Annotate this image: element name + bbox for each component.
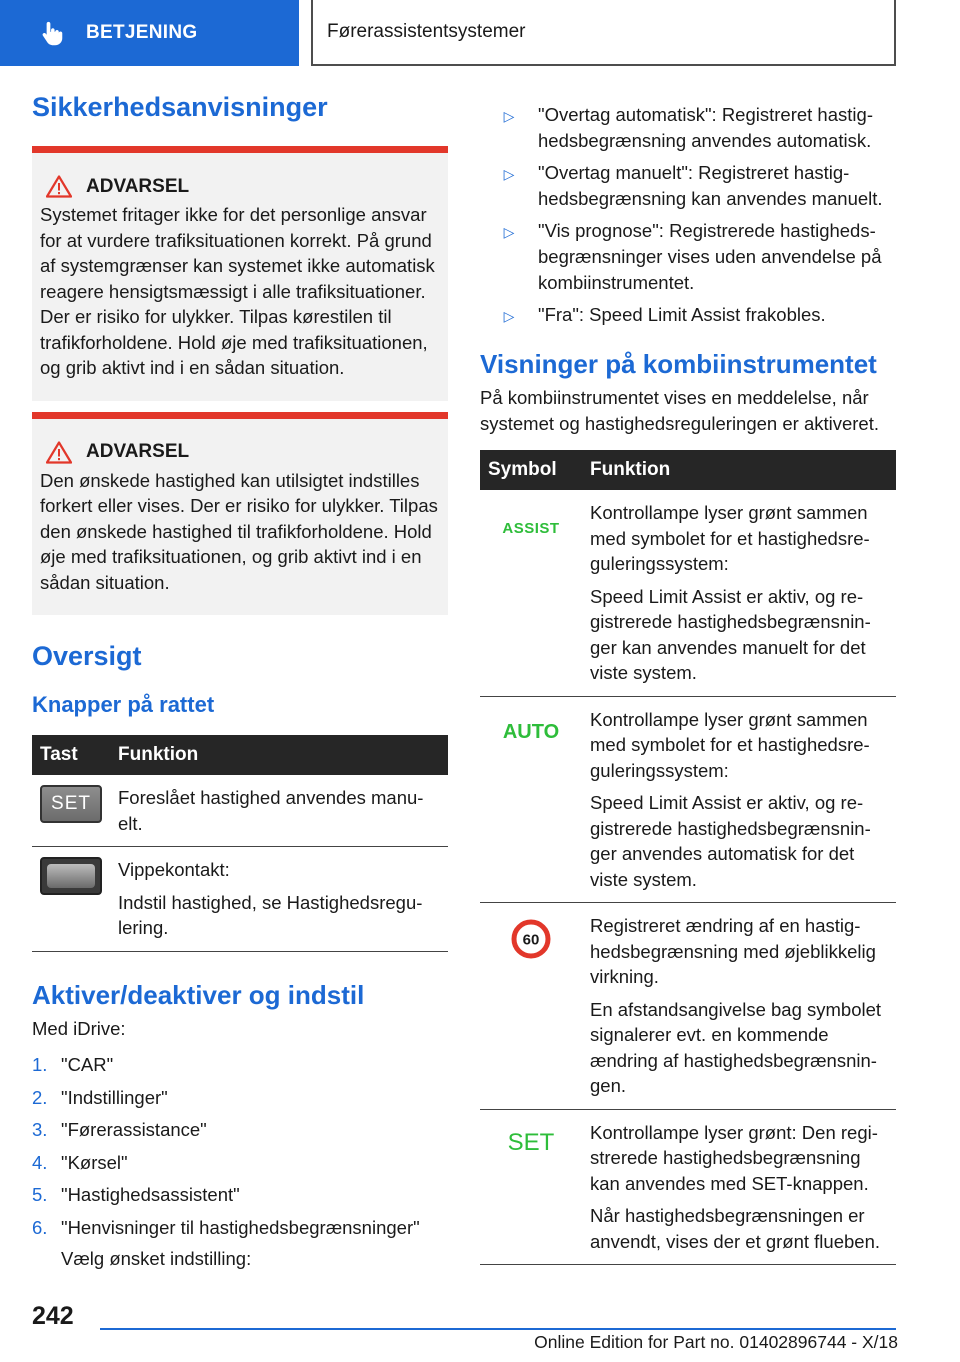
- table-header: Funktion: [582, 450, 896, 490]
- list-item: ▷ "Fra": Speed Limit Assist frakobles.: [480, 302, 896, 329]
- list-item: ▷ "Overtag automatisk": Registreret hastighedsbegrænsning anvendes automatisk.: [480, 102, 896, 154]
- footer-edition: Online Edition for Part no. 01402896744 - X/18: [534, 1332, 898, 1352]
- svg-text:60: 60: [522, 931, 540, 949]
- subsection-title-buttons: Knapper på rattet: [32, 692, 215, 717]
- warning-title: ADVARSEL: [40, 175, 440, 198]
- activate-intro: Med iDrive:: [32, 1017, 126, 1039]
- warning-text: Systemet fritager ikke for det personlige ansvar for at vurdere trafiksituationen korrekt. På grund af systemgrænser kan systemet ikke automatisk reagere hensigtsmæssigt i alle trafiksituationer. Der er risiko for ulykker. Tilpas kørestilen til trafikforholdene. Hold øje med trafiksituationen, og grib aktivt ind i en sådan situation.: [40, 204, 435, 378]
- list-item: ▷ "Vis prognose": Registrerede hastighedsbegrænsninger vises uden anvendelse på kombiinstrumentet.: [480, 218, 896, 296]
- table-row: SET Foreslået hastighed anvendes manuelt.: [32, 775, 448, 847]
- options-list: [480, 102, 896, 329]
- table-row: 60 Registreret ændring af en hastighedsbegrænsning med øjeblikkelig virkning. En afstandsangivelse bag symbolet signalerer evt. en kommende ændring af hastighedsbegrænsningen.: [480, 903, 896, 1110]
- list-item: 4. "Kørsel": [32, 1151, 128, 1173]
- auto-indicator-icon: AUTO: [502, 720, 560, 743]
- set-indicator-icon: SET: [507, 1128, 555, 1156]
- warning-triangle-icon: [46, 441, 72, 464]
- warning-triangle-icon: [46, 175, 72, 198]
- step-note: Vælg ønsket indstilling:: [61, 1248, 252, 1269]
- triangle-bullet-icon: ▷: [503, 108, 515, 124]
- table-row: SET Kontrollampe lyser grønt: Den registrerede hastighedsbegrænsning kan anvendes med SET-knappen. Når hastighedsbegrænsningen er anvendt, vises der et grønt flueben.: [480, 1109, 896, 1265]
- section-title-safety: Sikkerhedsanvisninger: [32, 92, 328, 122]
- display-intro: På kombiinstrumentet vises en meddelelse, når systemet og hastighedsreguleringen er aktiveret.: [480, 387, 879, 434]
- section-title-overview: Oversigt: [32, 641, 142, 671]
- list-item: 3. "Førerassistance": [32, 1119, 207, 1140]
- table-row: Vippekontakt: Indstil hastighed, se Hastighedsregulering.: [32, 847, 448, 952]
- table-header: Symbol: [480, 450, 582, 490]
- list-item: 2. "Indstillinger": [32, 1086, 168, 1108]
- chapter-tab-label: BETJENING: [86, 22, 198, 43]
- table-row: ASSIST Kontrollampe lyser grønt sammen med symbolet for et hastighedsreguleringssystem: Speed Limit Assist er aktiv, og registrerede hastighedsbegrænsninger kan anvendes manuelt for det viste system.: [480, 490, 896, 696]
- speed-limit-sign-icon: [511, 919, 551, 959]
- page-number: 242: [32, 1302, 74, 1330]
- triangle-bullet-icon: ▷: [503, 166, 515, 182]
- list-item: 6. "Henvisninger til hastighedsbegrænsninger": [32, 1216, 420, 1238]
- triangle-bullet-icon: ▷: [503, 308, 515, 324]
- list-item: 1. "CAR": [32, 1054, 114, 1075]
- warning-text: Den ønskede hastighed kan utilsigtet indstilles forkert eller vises. Der er risiko for ulykker. Tilpas den ønskede hastighed til trafikforholdene. Hold øje med trafiksituationen, og grib aktivt ind i en sådan situation.: [40, 469, 438, 593]
- warning-box-1: [32, 146, 448, 401]
- warning-box-2: [32, 412, 448, 616]
- symbols-table: [480, 450, 896, 1265]
- rocker-switch-icon: [40, 857, 102, 895]
- left-column: [32, 90, 448, 1274]
- set-button-icon: SET: [40, 785, 102, 823]
- section-title-display: Visninger på kombiinstrumentet: [480, 349, 877, 379]
- right-column: [480, 90, 896, 1265]
- buttons-table: [32, 735, 448, 952]
- list-item: 5. "Hastighedsassistent": [32, 1184, 240, 1205]
- steps-list: [32, 1049, 448, 1244]
- table-row: AUTO Kontrollampe lyser grønt sammen med symbolet for et hastighedsreguleringssystem: Speed Limit Assist er aktiv, og registrerede hastighedsbegrænsninger anvendes automatisk for det viste system.: [480, 696, 896, 903]
- section-title-activate: Aktiver/deaktiver og indstil: [32, 979, 365, 1010]
- footer-divider: [100, 1328, 896, 1330]
- table-header: Funktion: [110, 735, 448, 775]
- assist-indicator-icon: ASSIST: [502, 520, 560, 537]
- warning-title: ADVARSEL: [40, 441, 440, 464]
- list-item: ▷ "Overtag manuelt": Registreret hastighedsbegrænsning kan anvendes manuelt.: [480, 160, 896, 212]
- triangle-bullet-icon: ▷: [503, 224, 515, 240]
- table-header: Tast: [32, 735, 110, 775]
- hand-pointer-icon: [38, 19, 66, 47]
- page-header-title: Førerassistentsystemer: [311, 0, 896, 66]
- chapter-tab[interactable]: [0, 0, 299, 66]
